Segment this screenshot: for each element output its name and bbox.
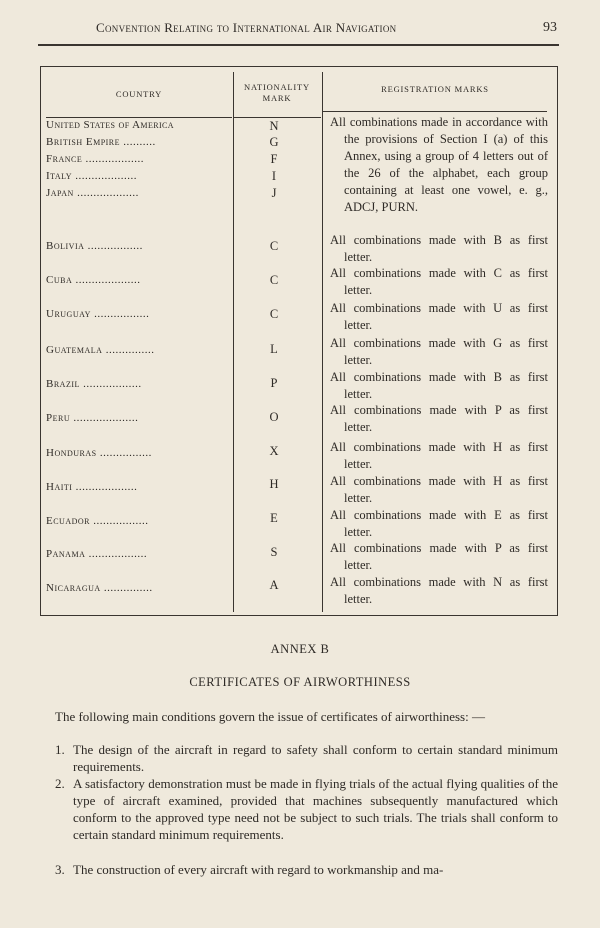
registration-cell [330, 232, 548, 266]
country-cell: Uruguay ................. [46, 308, 150, 320]
registration-text: All combinations made with B as first letter. [330, 233, 548, 264]
mark-cell: I [271, 169, 277, 183]
mark-cell: O [269, 410, 279, 424]
registration-cell [330, 507, 548, 541]
registration-group-text: All combinations made in accordance with the provisions of Section I (a) of this Annex, using a group of 4 letters out of the 26 of the alphabet, each group containing at least one vowel, e. g., ADCJ, PURN. [330, 115, 548, 214]
registration-cell [330, 473, 548, 507]
header-underline [323, 111, 547, 112]
registration-text: All combinations made with C as first letter. [330, 266, 548, 297]
registration-text: All combinations made with H as first letter. [330, 440, 548, 471]
column-divider [322, 72, 323, 612]
country-cell: Cuba .................... [46, 274, 141, 286]
page-number: 93 [543, 20, 557, 35]
registration-cell [330, 574, 548, 608]
registration-text: All combinations made with G as first letter. [330, 336, 548, 367]
country-cell: British Empire .......... [46, 136, 156, 148]
registration-text: All combinations made with E as first letter. [330, 508, 548, 539]
mark-cell: H [269, 477, 279, 491]
country-cell: Italy ................... [46, 170, 138, 182]
mark-cell: J [271, 186, 277, 200]
country-cell: Panama .................. [46, 548, 148, 560]
mark-cell: C [269, 273, 279, 287]
country-cell: Guatemala ............... [46, 344, 155, 356]
condition-item [55, 741, 558, 775]
country-cell: Peru .................... [46, 412, 139, 424]
registration-cell [330, 369, 548, 403]
registration-cell [330, 114, 548, 216]
mark-cell: C [269, 239, 279, 253]
column-divider [233, 72, 234, 612]
registration-text: All combinations made with N as first letter. [330, 575, 548, 606]
registration-text: All combinations made with P as first letter. [330, 541, 548, 572]
mark-cell: S [270, 545, 278, 559]
condition-item [55, 775, 558, 843]
registration-text: All combinations made with U as first letter. [330, 301, 548, 332]
condition-text: The design of the aircraft in regard to safety shall conform to certain standard minimum requirements. [73, 742, 558, 774]
registration-cell [330, 402, 548, 436]
header-rule [38, 44, 559, 46]
country-cell: United States of America [46, 119, 174, 131]
mark-cell: C [269, 307, 279, 321]
country-cell: Bolivia ................. [46, 240, 143, 252]
condition-item [55, 861, 558, 878]
country-cell: Nicaragua ............... [46, 582, 153, 594]
country-cell: Ecuador ................. [46, 515, 149, 527]
mark-cell: F [270, 152, 278, 166]
registration-text: All combinations made with H as first letter. [330, 474, 548, 505]
mark-cell: X [269, 444, 279, 458]
country-cell: Japan ................... [46, 187, 139, 199]
header-underline [234, 117, 321, 118]
country-cell: Brazil .................. [46, 378, 142, 390]
registration-text: All combinations made with B as first letter. [330, 370, 548, 401]
condition-number: 3. [55, 862, 65, 877]
condition-number: 1. [55, 742, 65, 757]
header-nationality-mark: NATIONALITY MARK [244, 82, 310, 103]
country-cell: France .................. [46, 153, 144, 165]
mark-cell: A [269, 578, 279, 592]
intro-paragraph: The following main conditions govern the issue of certificates of airworthiness: — [55, 709, 485, 724]
country-cell: Haiti ................... [46, 481, 138, 493]
condition-text: A satisfactory demonstration must be made in flying trials of the actual flying qualities of the type of aircraft examined, provided that machines subsequently manufactured which conform to the approved type need not be subject to such trials. The trials shall conform to certain standard minimum requirements. [73, 776, 558, 842]
condition-text: The construction of every aircraft with regard to workmanship and ma- [73, 862, 444, 877]
mark-cell: G [269, 135, 279, 149]
registration-text: All combinations made with P as first letter. [330, 403, 548, 434]
running-title: Convention Relating to International Air Navigation [96, 20, 397, 35]
mark-cell: N [269, 119, 279, 133]
mark-cell: P [270, 376, 278, 390]
country-cell: Honduras ................ [46, 447, 152, 459]
mark-cell: L [270, 342, 278, 356]
header-country: COUNTRY [115, 89, 163, 99]
registration-cell [330, 335, 548, 369]
registration-cell [330, 300, 548, 334]
registration-cell [330, 265, 548, 299]
header-registration-marks: REGISTRATION MARKS [381, 84, 489, 94]
mark-cell: E [270, 511, 278, 525]
annex-title: ANNEX B [270, 642, 330, 656]
registration-cell [330, 439, 548, 473]
annex-subtitle: CERTIFICATES OF AIRWORTHINESS [189, 675, 411, 689]
condition-number: 2. [55, 776, 65, 791]
registration-cell [330, 540, 548, 574]
